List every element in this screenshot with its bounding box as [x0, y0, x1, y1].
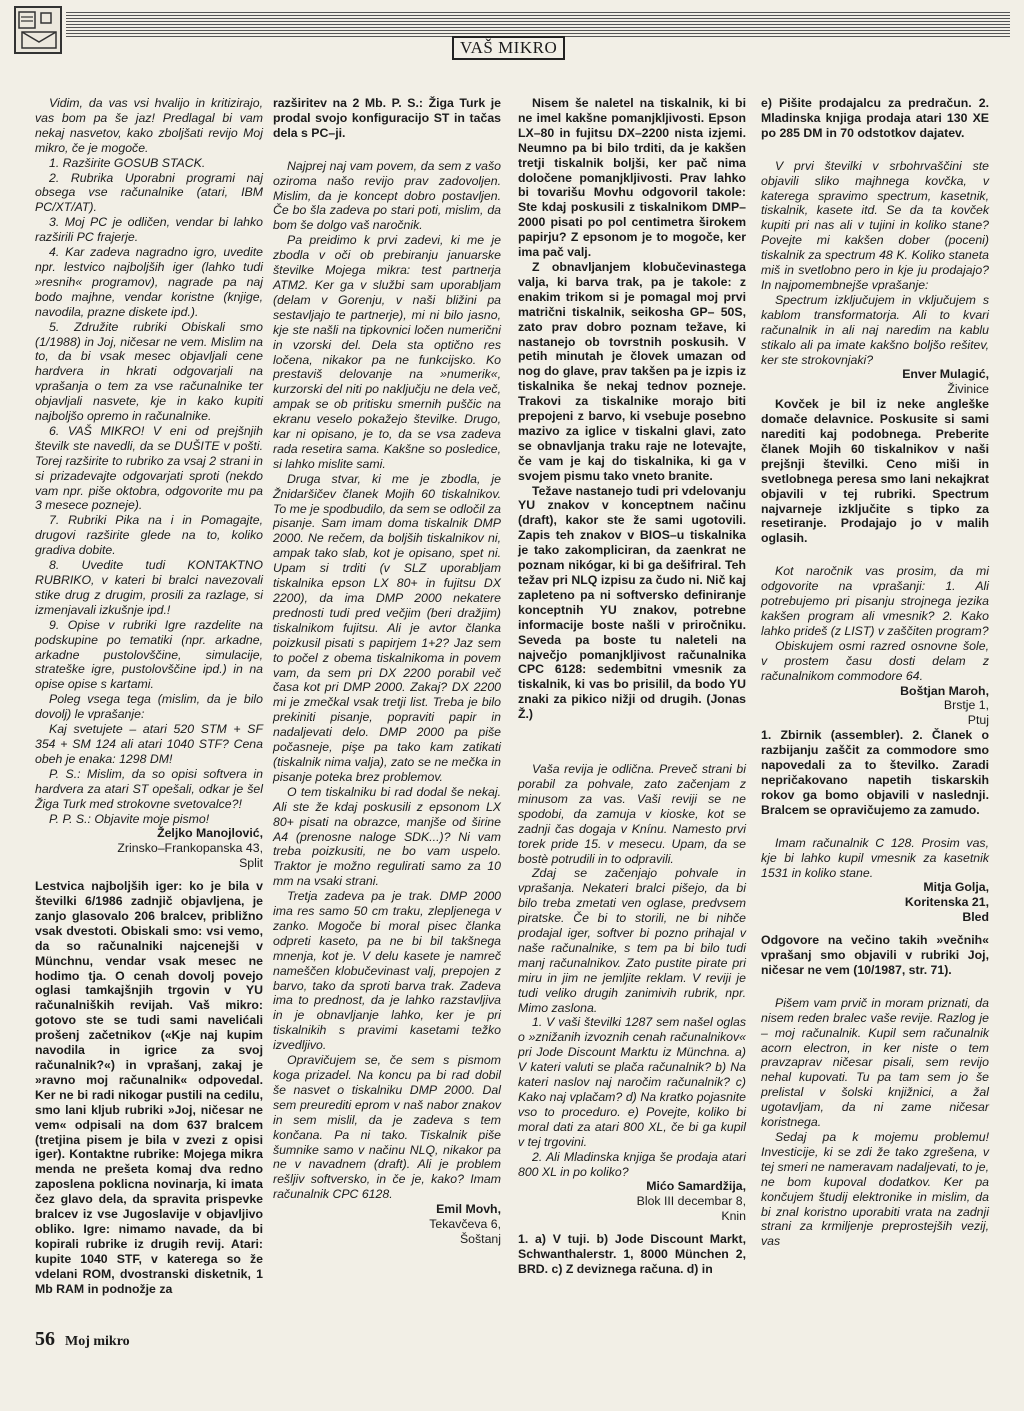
paragraph: Sedaj pa k mojemu problemu! Investicije, ki se zdi že tako zgrešena, v tej smeri ne nameravam nadaljevati, to je, ne bom kupoval dodatkov. Ker pa končujem študij elektronike in mislim, da bi znal koristno uporabiti vrata na zadnji strani za krmiljenje preprostejših vezij, vas — [761, 1130, 989, 1249]
paragraph: V prvi številki v srbohrvaščini ste objavili sliko majhnega kovčka, v katerega spravimo spectrum, kasetnik, tiskalnik, kasete itd. Se da ta kovček kupiti pri nas ali v tujini in koliko stane? Povejte mi kakšen dober (poceni) tiskalnik za spectrum 48 K. Koliko staneta miš in svetlobno pero in kje ju prodajajo? In najpomembnejše vprašanje: — [761, 158, 989, 292]
signature-address: Blok III decembar 8, — [636, 1194, 746, 1209]
signature-city: Knin — [721, 1209, 746, 1224]
signature-name: Boštjan Maroh, — [900, 683, 989, 698]
paragraph: Nisem še naletel na tiskalnik, ki bi ne imel kakšne pomanjkljivosti. Epson LX–80 in fujitsu DX–2200 nista izjemi. Neumno pa bi bilo trditi, da je kakšen tretji tiskalnik boljši, ker pač nima določene pomanjkljivosti. Prav lahko bi tovarišu Movhu odgovoril takole: Ste kdaj poskusili z tiskalnikom DMP–2000 pisati po pol centimetra širokem papirju? Z epsonom je to mogoče, ker ima pač valj. — [518, 96, 746, 260]
signature-address: Zrinsko–Frankopanska 43, — [117, 841, 263, 856]
paragraph: 1. Razširite GOSUB STACK. — [49, 155, 206, 170]
letter-golja: Imam računalnik C 128. Prosim vas, kje bi lahko kupil vmesnik za kasetnik 1531 in koliko stane. — [761, 835, 989, 880]
page-number: 56 — [35, 1328, 55, 1350]
paragraph: 7. Rubriki Pika na i in Pomagajte, drugovi razširite glede na to, koliko gradiva dobite. — [35, 513, 263, 558]
paragraph: O tem tiskalniku bi rad dodal še nekaj. Ali ste že kdaj poskusili z epsonom LX 80+ pisati na obrazce, manjše od širine A4 (prenosne naloge SDK...)? Ni vam treba poizkusiti, ne bo vam uspelo. Traktor je možno regulirati samo za 10 mm na vsaki strani. — [273, 784, 501, 889]
paragraph: Vidim, da vas vsi hvalijo in kritizirajo, vas bom pa še jaz! Predlagal bi vam nekaj nasvetov, kako zboljšati revijo Moj mikro, če je mogoče. — [35, 96, 263, 155]
magazine-name: Moj mikro — [65, 1334, 130, 1349]
page-header — [14, 6, 1010, 57]
signature-maroh — [761, 684, 989, 729]
column-1 — [35, 96, 263, 1297]
paragraph: Pišem vam prvič in moram priznati, da nisem reden bralec vaše revije. Razlog je – moj računalnik. Kupil sem računalnik acorn electron, in ker niste o tem pravzaprav ničesar pisali, sem revijo nehal kupovati. Tu pa tam sem jo še prelistal v šolski knjižnici, a žal ugotavljam, da ni zame ničesar koristnega. — [761, 995, 989, 1130]
paragraph: Najprej naj vam povem, da sem z vašo oziroma našo revijo prav zadovoljen. Mislim, da je koncept dobro postavljen. Če bo šla zadeva po stari poti, mislim, da bom še dolgo vaš naročnik. — [273, 158, 501, 233]
paragraph: 3. Moj PC je odličen, vendar bi lahko razširili PC frajerje. — [35, 215, 263, 245]
paragraph: 4. Kar zadeva nagradno igro, uvedite npr. lestvico najboljših iger (lahko tudi »resnih« programov), nagrade pa naj bodo majhne, vendar koristne (knjige, navodila, prazne diskete ipd.). — [35, 245, 263, 319]
editor-answer: 1. a) V tuji. b) Jode Discount Markt, Schwanthalerstr. 1, 8000 München 2, BRD. c) Z deviznega računa. d) in — [518, 1232, 746, 1276]
paragraph: 6. VAŠ MIKRO! V eni od prejšnjih številk ste navedli, da se DUŠITE v pošti. Torej razširite to rubriko za vsaj 2 strani in si prizadevajte odgovarjati sproti (nekdo vam npr. piše oktobra, odgovorite mu pa 3 mesece pozneje). — [35, 423, 263, 513]
signature-city: Šoštanj — [459, 1231, 501, 1246]
column-3 — [518, 96, 746, 1277]
signature-address: Koritenska 21, — [904, 895, 989, 910]
paragraph: 5. Združite rubriki Obiskali smo (1/1988) in Joj, ničesar ne vem. Mislim na to, da bi vsak mesec objavljali cene hardvera in hkrati odgovarjali na vprašanja o tem za vse računalnike ter objavljali nasvete, kje in kako kupiti najboljšo opremo in računalnike. — [35, 319, 263, 424]
letter-manojlovic — [35, 96, 263, 826]
signature-name: Enver Mulagić, — [902, 367, 989, 382]
paragraph: Kaj svetujete – atari 520 STM + SF 354 + SM 124 ali atari 1040 STF? Cena obeh je enaka: 1298 DM! — [35, 722, 263, 766]
envelope-logo-icon — [14, 6, 62, 54]
paragraph: Spectrum izključujem in vključujem s kablom transformatorja. Ali to kvari računalnik in ali naj naredim na kablu stikalo ali pa imate kakšno boljšo rešitev, ker ste strokovnjaki? — [761, 292, 989, 367]
letter-electron — [761, 996, 989, 1249]
column-2 — [273, 96, 501, 1247]
signature-city: Živinice — [947, 382, 989, 397]
letter-maroh — [761, 564, 989, 683]
paragraph: Obiskujem osmi razred osnovne šole, v prostem času dosti delam z računalnikom commodore 64. — [761, 638, 989, 683]
signature-name: Emil Movh, — [436, 1202, 501, 1217]
letter-samardzija — [518, 762, 746, 1179]
paragraph: 8. Uvedite tudi KONTAKTNO RUBRIKO, v kateri bi bralci navezovali stike drug z drugim, prosili za razlage, si izmenjavali izkušnje ipd.! — [35, 558, 263, 617]
paragraph: 2. Rubrika Uporabni programi naj obsega vse računalnike (atari, IBM PC/XT/AT). — [35, 170, 263, 215]
paragraph: P. P. S.: Objavite moje pismo! — [49, 811, 210, 826]
paragraph: 1. V vaši številki 1287 sem našel oglas o »znižanih izvoznih cenah računalnikov« pri Jode Discount Marktu iz Münchna. a) V kateri valuti se plača računalnik? b) Na kateri naslov naj naročim računalnik? c) Kako naj vplačam? d) Na kratko pojasnite vso to proceduro. e) Povejte, koliko bi moral dati za atari 800 XL, če bi ga kupil v tej trgovini. — [518, 1015, 746, 1149]
paragraph: Opravičujem se, če sem s pismom koga prizadel. Na koncu pa bi rad dobil še nasvet o tiskalniku DMP 2000. Dal sem preurediti eprom v naš nabor znakov in sem mislil, da je zadeva s tem končana. Pa ni tako. Tiskalnik piše šumnike samo v načinu NLQ, nikakor pa ne v navadnem (draft). Ali je problem rešljiv softversko, in če je, kako? Imam računalnik CPC 6128. — [273, 1053, 501, 1202]
page-footer — [35, 1328, 130, 1351]
paragraph: 2. Ali Mladinska knjiga še prodaja atari 800 XL in po koliko? — [518, 1149, 746, 1179]
paragraph: Težave nastanejo tudi pri vdelovanju YU znakov v konceptnem načinu (draft), kakor ste že sami ugotovili. Zapis teh znakov v BIOS–u tiskalnika je tako zakompliciran, da zaenkrat ne poznam nikógar, ki bi ga dešifriral. Teh težav pri NLQ izpisu za čudo ni. Nič kaj zapleteno pa ni softversko definiranje konceptnih YU znakov, potrebne informacije boste našli v priročniku. Seveda pa boste tu naleteli na največjo pomanjkljivost računalnika CPC 6128: sedembitni vmesnik za tiskalnik, ki vas bo prisilil, da bodo YU znaki za pikico nižji od drugih. (Jonas Ž.) — [518, 483, 746, 722]
signature-address: Brstje 1, — [943, 698, 989, 713]
section-label: VAŠ MIKRO — [452, 36, 565, 60]
paragraph: Vaša revija je odlična. Preveč strani bi porabil za pohvale, zato začenjam z minusom za vas. Vaši reviji se ne spodobi, da zamuja v kioske, kot se zadnji čas dogaja v Knínu. Namesto prvi torek pride 15. v mesecu. Upam, da se bostè potrudili in to odpravili. — [518, 762, 746, 866]
paragraph: 9. Opise v rubriki Igre razdelite na podskupine po tematiki (npr. arkadne, arkadne pustolovščine, simulacije, strateške igre, pustolovščine ipd.) in na opise opise s kartami. — [35, 617, 263, 692]
paragraph: Druga stvar, ki me je zbodla, je Žnidaršičev članek Mojih 60 tiskalnikov. To me je spodbudilo, da sem se odločil za pisanje. Sam imam doma tiskalnik DMP 2000. Ne rečem, da boljših tiskalnikov ni, ampak tako slab, kot je opisano, spet ni. Upam si trditi (v SLZ uporabljam tiskalnika epson LX 80+ in fujitsu DX 2200), da ima DMP 2000 nekatere prednosti tudi pred večjim (beri dražjim) tiskalnikom fujitsu. Ali je avtor članka poizkusil pisati s papirjem 1+2? Jaz sem to počel z obema tiskalnikoma in povem vam, da sem pri DX 2200 porabil več časa kot pri DMP 2000. Zakaj? DX 2200 mi je zmečkal vsak tretji list. Treba je bilo prekiniti pisanje, popraviti papir in nadaljevati delo. DMP 2000 pa piše počasneje, pişe pa tako kam zatikati (tiskalnik nima valja), zato se ne mečka in pisanje poteka brez problemov. — [273, 471, 501, 784]
paragraph: Kot naročnik vas prosim, da mi odgovorite na vprašanji: 1. Ali potrebujemo pri pisanju strojnega jezika kakšen program ali vmesnik? 2. Kako lahko prideš (z LIST) v zaščiten program? — [761, 564, 989, 638]
signature-name: Mitja Golja, — [923, 880, 989, 895]
editor-answer-continued: razširitev na 2 Mb. P. S.: Žiga Turk je prodal svojo konfiguracijo ST in tačas dela s PC–ji. — [273, 96, 501, 140]
signature-address: Tekavčeva 6, — [429, 1217, 501, 1232]
letter-mulagic — [761, 159, 989, 368]
paragraph: Poleg vsega tega (mislim, da je bilo dovolj) le vprašanje: — [35, 692, 263, 722]
column-4 — [761, 96, 989, 1249]
signature-city: Bled — [962, 910, 989, 925]
signature-golja — [761, 880, 989, 925]
signature-manojlovic — [35, 826, 263, 871]
paragraph: Tretja zadeva pa je trak. DMP 2000 ima res samo 50 cm traku, zlepljenega v zanko. Mogoče bi moral pisec članka odpreti kaseto, pa ne bi bil takšnega mnenja, kot je. V delu kasete je namreč nameščen klobučevinast valj, prepojen z barvo, tako da sproti barva trak. Zadeva ima to prednost, da je lahko razstavljiva in je obnavljanje lahko, ker je pri tiskalnikih s pravimi kasetami težko izvedljivo. — [273, 889, 501, 1053]
editor-answer: Odgovore na večino takih »večnih« vprašanj smo objavili v rubriki Joj, ničesar ne vem (10/1987, str. 71). — [761, 933, 989, 977]
header-stripes — [66, 12, 1010, 38]
editor-answer-printers — [518, 96, 746, 722]
editor-answer: Kovček je bil iz neke angleške domače delavnice. Poskusite si sami narediti kaj podobnega. Preberite članek Mojih 60 tiskalnikov v naši prejšnji številki. Ceno miši in svetlobnega peresa smo lani nekajkrat objavili v tej rubriki. Spectrum najvarneje izključite s tipko za resetiranje. Prodajajo jo v malih oglasih. — [761, 397, 989, 546]
paragraph: Z obnavljanjem klobučevinastega valja, ki barva trak, pa je takole: z enakim trikom si je pomagal moj prvi matrični tiskalnik, seikosha GP– 50S, zato prav dobro poznam težave, ki nastanejo ob tovrstnih poskusih. V petih minutah je človek umazan od nog do glave, prav takšen pa je izpis iz tiskalnika še nekaj tednov pozneje. Trakovi za tiskalnike morajo biti prepojeni z barvo, ki vsebuje posebno mazivo za iglice v tiskalni glavi, zato se obnavljanja traku raje ne lotevajte, če vam je kaj do tiskalnika, ki ga v svojem pismu tako vneto branite. — [518, 259, 746, 483]
paragraph: Pa preidimo k prvi zadevi, ki me je zbodla v oči ob prebiranju januarske številke Mojega mikra: test partnerja ATM2. Ker ga v službi sam uporabljam (delam v Gorenju, v naši bližini pa sestavljajo te partnerje), mi ni bilo jasno, kje ste našli na tipkovnici ločen numerični in vzorski del. Dela sta optično res ločena, nikakor pa ne funkcijsko. Ko prestaviš delovanje na »numerik«, kurzorski del niti po naključju ne dela več, ampak se ob pritisku smernih puščic na ekranu veselo pokažejo številke. Drugo, kar ni opisano, je to, da se vsa zadeva rada resetira sama. Kakšne so posledice, si lahko mislite sami. — [273, 233, 501, 471]
paragraph: Zdaj se začenjajo pohvale in vprašanja. Nekateri bralci pišejo, da bi bilo treba zmetati ven oglase, predvsem piratske. Če bi to storili, ne bi nihče prodajal iger, softver bi pozno prihajal v naše računalnike, s tem pa bi bilo tudi manj računalnikov. Zato pustite pirate pri miru in jim ne jemljite reklam. V reviji je tudi veliko drugih zanimivih rubrik, npr. Mimo zaslona. — [518, 866, 746, 1015]
editor-answer-continued: e) Pišite prodajalcu za predračun. 2. Mladinska knjiga prodaja atari 130 XE po 285 DM in 70 odstotkov dajatev. — [761, 96, 989, 140]
signature-samardzija — [518, 1179, 746, 1224]
editor-answer: 1. Zbirnik (assembler). 2. Članek o razbijanju zaščit za commodore smo napovedali za to številko. Zaradi nepričakovano napetih tiskarskih rokov ga bomo objavili v naslednji. Bralcem se opravičujemo za zamudo. — [761, 728, 989, 817]
signature-name: Željko Manojlović, — [157, 826, 263, 841]
letter-movh — [273, 159, 501, 1202]
editor-answer: Lestvica najboljših iger: ko je bila v številki 6/1986 zadnjič objavljena, je zanjo glasovalo 206 bralcev, približno vsak dvestoti. Obiskali smo: vsi vemo, da so računalniki najcenejši v Münchnu, vendar vsak mesec ne hodimo tja. O cenah dovolj povejo oglasi tamkajšnjih trgovin v YU računalniških revijah. Vaš mikro: gotovo ste se tudi sami navelićali prošenj začetnikov («Kje naj kupim navodila in igrice za svoj računalnik?«) in vprašanj, zakaj je »ravno moj računalnik« odpovedal. Ker ne bi radi nikogar pustili na cedilu, smo lani kljub rubriki »Joj, ničesar ne vem« odpisali na dom 637 bralcem (tretjina pisem je bila v zvezi z opisi iger). Kontaktne rubrike: Mojega mikra menda ne prešeta komaj dva redno zaposlena poklicna novinarja, ki imata čez glavo dela, da spravita prispevke bralcev iz vse Jugoslavije v objavljivo obliko. Igre: nimamo navade, da bi kopirali rubrike iz drugih revij. Atari: kupite 1040 STF, v katerega so že vdelani ROM, dvostranski disketnik, 1 Mb RAM in podnožje za — [35, 879, 263, 1296]
signature-mulagic — [761, 367, 989, 397]
signature-city: Ptuj — [967, 713, 989, 728]
signature-name: Mićo Samardžija, — [646, 1179, 746, 1194]
paragraph: P. S.: Mislim, da so opisi softvera in hardvera za atari ST opešali, odkar je šel Žiga Turk med strokovne svetovalce?! — [35, 766, 263, 811]
signature-movh — [273, 1202, 501, 1247]
signature-city: Split — [239, 856, 263, 871]
